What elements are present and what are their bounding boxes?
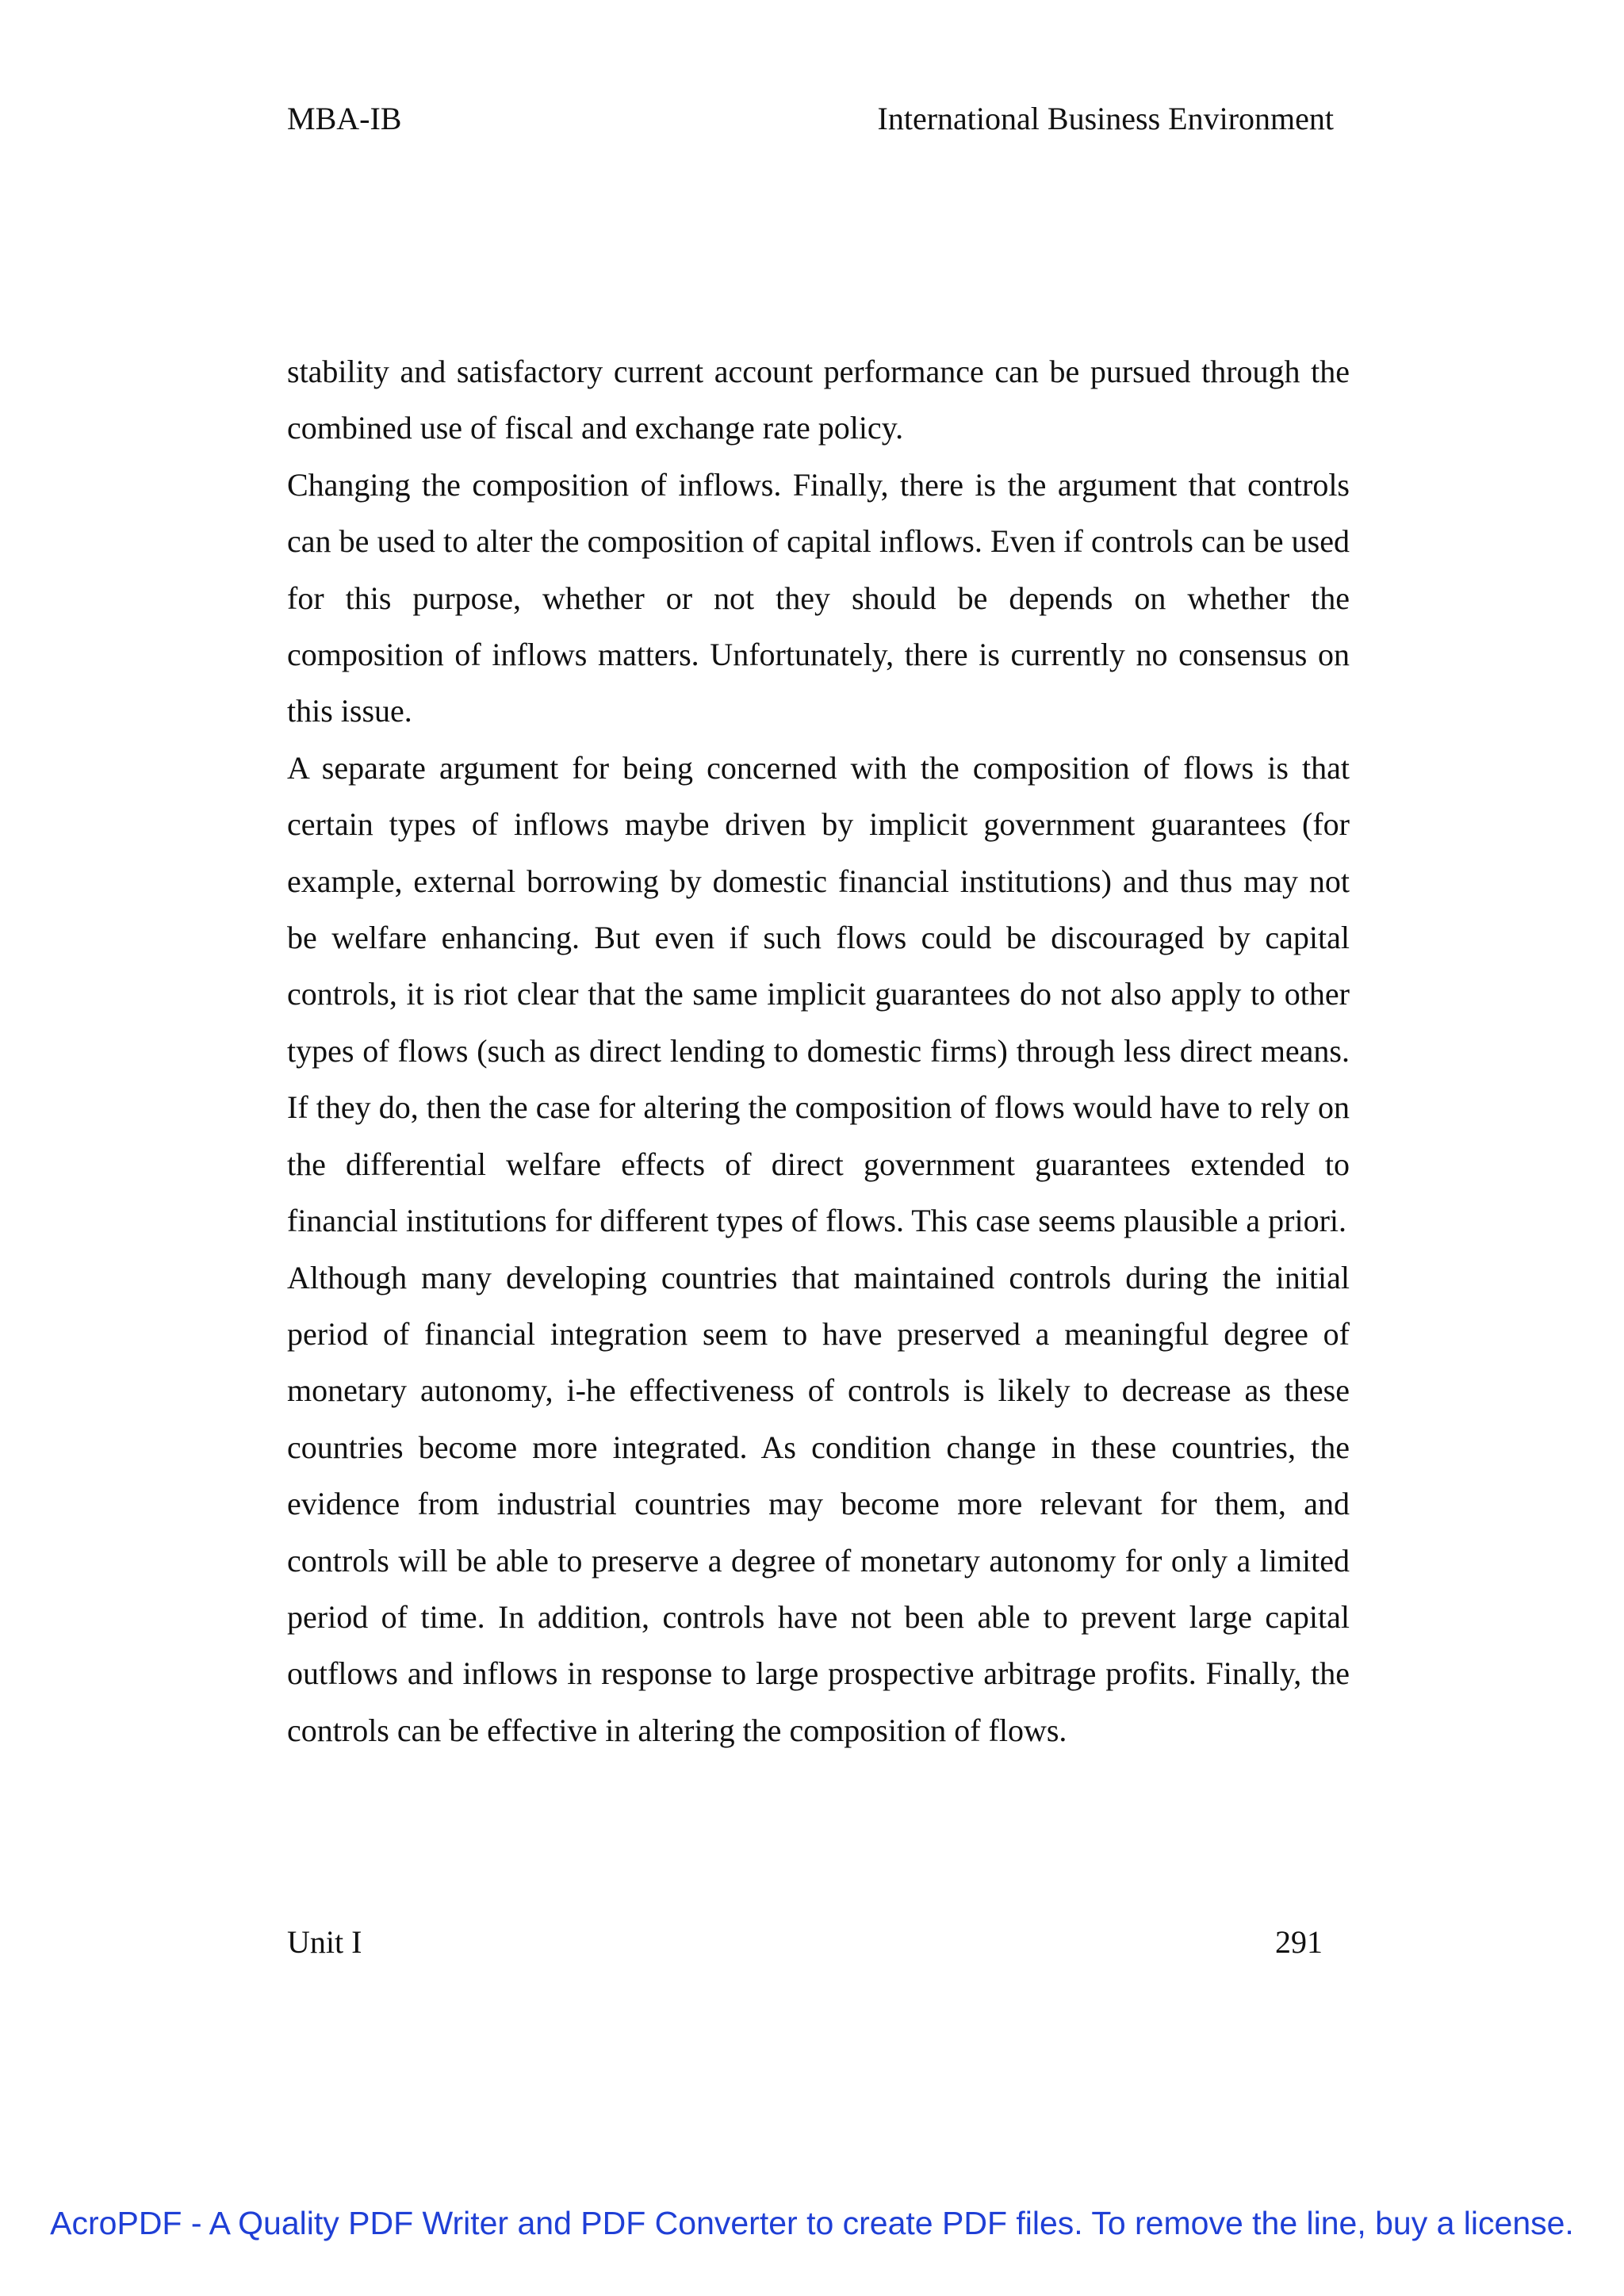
body-text (287, 343, 1350, 1758)
header-course-code: MBA-IB (287, 101, 402, 136)
paragraph: stability and satisfactory current account performance can be pursued through the combined use of fiscal and exchange rate policy. (287, 354, 1350, 446)
paragraph: A separate argument for being concerned with the composition of flows is that certain types of inflows maybe driven by implicit government guarantees (for example, external borrowing by domestic financial institutions) and thus may not be welfare enhancing. But even if such flows could be discouraged by capital controls, it is riot clear that the same implicit guarantees do not also apply to other types of flows (such as direct lending to domestic firms) through less direct means. If they do, then the case for altering the composition of flows would have to rely on the differential welfare effects of direct government guarantees extended to financial institutions for different types of flows. This case seems plausible a priori. (287, 749, 1350, 1239)
page-footer (287, 1919, 1323, 1966)
paragraph: Although many developing countries that maintained controls during the initial period of financial integration seem to have preserved a meaningful degree of monetary autonomy, i-he effectiveness of controls is likely to decrease as these countries become more integrated. As condition change in these countries, the evidence from industrial countries may become more relevant for them, and controls will be able to preserve a degree of monetary autonomy for only a limited period of time. In addition, controls have not been able to prevent large capital outflows and inflows in response to large prospective arbitrage profits. Finally, the controls can be effective in altering the composition of flows. (287, 1259, 1350, 1748)
paragraph: Changing the composition of inflows. Finally, there is the argument that controls can be used to alter the composition of capital inflows. Even if controls can be used for this purpose, whether or not they should be depends on whether the composition of inflows matters. Unfortunately, there is currently no consensus on this issue. (287, 466, 1350, 729)
acropdf-watermark: AcroPDF - A Quality PDF Writer and PDF Converter to create PDF files. To remove the line, buy a license. (50, 2205, 1574, 2241)
page-number: 291 (1275, 1924, 1323, 1960)
header-course-title: International Business Environment (877, 101, 1334, 136)
page-header (287, 95, 1334, 143)
footer-unit-label: Unit I (287, 1924, 362, 1960)
